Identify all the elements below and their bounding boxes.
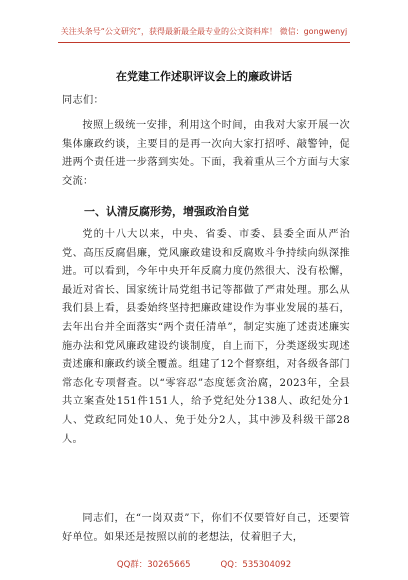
footer-qq-group: QQ群：30265665 (116, 560, 191, 570)
header-banner: 关注头条号“公文研究”，获得最新最全最专业的公文资料库！ 微信：gongwenyj (60, 27, 348, 36)
paragraph: 党的十八大以来，中央、省委、市委、县委全面从严治党、高压反腐倡廉，党风廉政建设和反腐败斗争持续向纵深推进。可以看到，今年中央开年反腐力度仍然很大、没有松懈，最近对省长、国家统计局党组书记等都做了严肃处理。那么从我们县上看，县委始终坚持把廉政建设作为事业发展的基石，去年出台并全面落实“两个责任清单”，制定实施了述责述廉实施办法和党风廉政建设约谈制度，自上而下，分类逐级实现述责述廉和廉政约谈全覆盖。组建了12个督察组，对各级各部门常态化专项督查。以“零容忍”态度惩贪治腐，2023年，全县共立案查处151件151人，给予党纪处分138人、政纪处分1人、党政纪同处10人、免于处分2人，其中涉及科级干部28人。 (62, 229, 350, 445)
header-divider (58, 42, 350, 43)
footer-qq-contact: QQ：535304092 (220, 560, 292, 570)
document-title: 在党建工作述职评议会上的廉政讲话 (116, 70, 292, 83)
salutation: 同志们： (62, 95, 104, 106)
footer-contact (0, 558, 408, 570)
section-heading: 一、认清反腐形势，增强政治自觉 (84, 205, 249, 218)
paragraph: 同志们，在“一岗双责”下，你们不仅要管好自己，还要管好单位。如果还是按照以前的老想法，仗着胆子大， (62, 513, 350, 543)
paragraph: 按照上级统一安排，利用这个时间，由我对大家开展一次集体廉政约谈，主要目的是再一次向大家打招呼、敲警钟，促进两个责任进一步落到实处。下面，我着重从三个方面与大家交流： (62, 120, 350, 187)
